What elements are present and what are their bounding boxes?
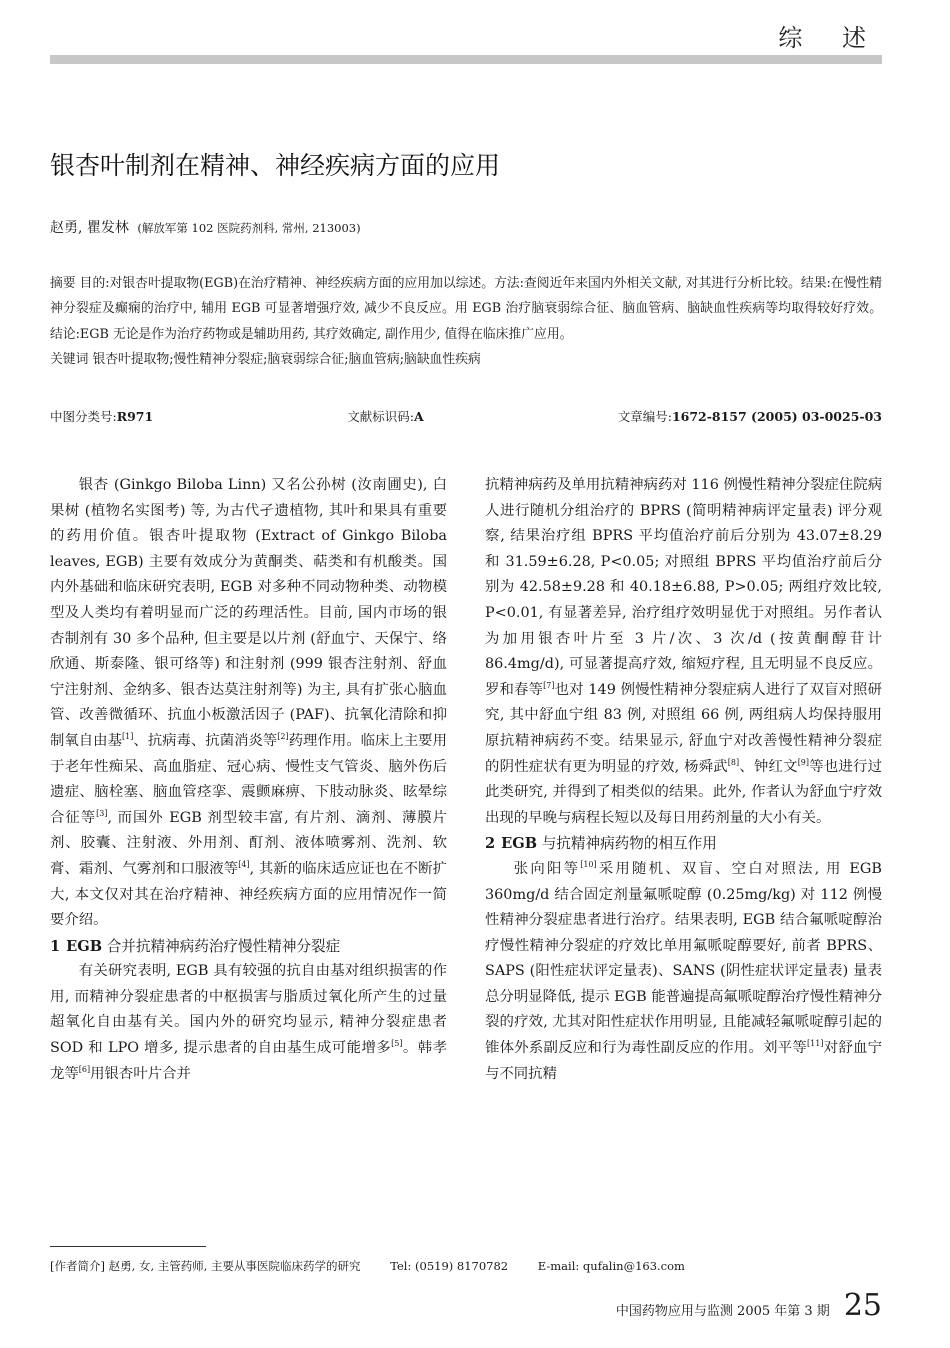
classification-line <box>50 407 882 425</box>
author-phone: Tel: (0519) 8170782 <box>390 1259 509 1273</box>
citation: [7] <box>543 680 555 690</box>
author-affiliation: (解放军第 102 医院药剂科, 常州, 213003) <box>137 221 361 235</box>
section-heading-2: 2 EGB 与抗精神病药物的相互作用 <box>485 835 717 853</box>
citation: [10] <box>580 860 597 870</box>
authors <box>50 217 361 237</box>
author-names: 赵勇, 瞿发林 <box>50 220 129 236</box>
abstract <box>50 271 882 373</box>
article-number: 文章编号:1672-8157 (2005) 03-0025-03 <box>617 409 882 424</box>
page-number: 25 <box>843 1288 882 1323</box>
author-footnote <box>50 1258 890 1274</box>
citation: [8] <box>727 757 740 767</box>
footnote-rule <box>50 1246 206 1247</box>
citation: [3] <box>96 808 108 818</box>
intro-paragraph: 银杏 (Ginkgo Biloba Linn) 又名公孙树 (汝南圃史), 白果树 (植物名实图考) 等, 为古代孑遗植物, 其叶和果具有重要的药用价值。银杏叶提取物 (Extract of Ginkgo Biloba leaves, EGB) 主要有效成分为黄酮类、萜类和有机酸类。国内外基础和临床研究表明, EGB 对多种不同动物种类、动物模型及人类均有着明显而广泛的药理活性。目前, 国内市场的银杏制剂有 30 多个品种, 但主要是以片剂 (舒血宁、天保宁、络欣通、斯泰隆、银可络等) 和注射剂 (999 银杏注射剂、舒血宁注射剂、金纳多、银杏达莫注射剂等) 为主, 具有扩张心脑血管、改善微循环、抗血小板激活因子 (PAF)、抗氧化清除和抑制氧自由基[1]、抗病毒、抗菌消炎等[2]药理作用。临床上主要用于老年性痴呆、高血脂症、冠心病、慢性支气管炎、脑外伤后遗症、脑栓塞、脑血管痉挛、震颤麻痹、下肢动脉炎、眩晕综合征等[3], 而国外 EGB 剂型较丰富, 有片剂、滴剂、薄膜片剂、胶囊、注射液、外用剂、酊剂、液体喷雾剂、洗剂、软膏、霜剂、气雾剂和口服液等[4], 其新的临床适应证也在不断扩大, 本文仅对其在治疗精神、神经疾病方面的应用情况作一简要介绍。 <box>50 477 447 929</box>
citation: [11] <box>807 1039 824 1049</box>
section1-continued-paragraph: 抗精神病药及单用抗精神病药对 116 例慢性精神分裂症住院病人进行随机分组治疗的 BPRS (简明精神病评定量表) 评分观察, 结果治疗组 BPRS 平均值治疗前后分别为 43.07±8.29 和 31.59±6.28, P<0.05; 对照组 BPRS 平均值治疗前后分别为 42.58±9.28 和 40.18±6.88, P>0.05; 两组疗效比较, P<0.01, 有显著差异, 治疗组疗效明显优于对照组。另作者认为加用银杏叶片至 3 片/次、3 次/d (按黄酮醇苷计 86.4mg/d), 可显著提高疗效, 缩短疗程, 且无明显不良反应。罗和春等[7]也对 149 例慢性精神分裂症病人进行了双盲对照研究, 其中舒血宁组 83 例, 对照组 66 例, 两组病人均保持服用原抗精神病药不变。结果显示, 舒血宁对改善慢性精神分裂症的阴性症状有更为明显的疗效, 杨舜武[8]、钟红文[9]等也进行过此类研究, 并得到了相类似的结果。此外, 作者认为舒血宁疗效出现的早晚与病程长短以及每日用药剂量的大小有关。 <box>485 477 882 826</box>
citation: [4] <box>238 860 250 870</box>
article-title: 银杏叶制剂在精神、神经疾病方面的应用 <box>50 151 501 180</box>
section1-paragraph: 有关研究表明, EGB 具有较强的抗自由基对组织损害的作用, 而精神分裂症患者的中枢损害与脂质过氧化所产生的过量超氧化自由基有关。国内外的研究均显示, 精神分裂症患者 SOD 和 LPO 增多, 提示患者的自由基生成可能增多[5]。韩孝龙等[6]用银杏叶片合并 <box>50 963 447 1082</box>
citation: [1] <box>121 732 134 742</box>
citation: [5] <box>391 1039 403 1049</box>
left-column <box>50 473 447 1087</box>
section2-paragraph: 张向阳等[10]采用随机、双盲、空白对照法, 用 EGB 360mg/d 结合固定剂量氟哌啶醇 (0.25mg/kg) 对 112 例慢性精神分裂症患者进行治疗。结果表明, EGB 结合氟哌啶醇治疗慢性精神分裂症的疗效比单用氟哌啶醇要好, 前者 BPRS、SAPS (阳性症状评定量表)、SANS (阴性症状评定量表) 量表总分明显降低, 提示 EGB 能普遍提高氟哌啶醇治疗慢性精神分裂的疗效, 尤其对阳性症状作用明显, 且能减轻氟哌啶醇引起的锥体外系副反应和行为毒性副反应的作用。刘平等[11]对舒血宁与不同抗精 <box>485 860 882 1082</box>
citation: [6] <box>78 1064 91 1074</box>
page-footer <box>616 1288 882 1323</box>
document-code: 文献标识码:A <box>347 409 424 424</box>
right-column <box>485 473 882 1087</box>
section-label: 综 述 <box>778 24 882 52</box>
journal-issue: 中国药物应用与监测 2005 年第 3 期 <box>615 1304 830 1319</box>
author-email: E-mail: qufalin@163.com <box>537 1259 685 1273</box>
citation: [9] <box>797 757 810 767</box>
section-heading-1: 1 EGB 合并抗精神病药治疗慢性精神分裂症 <box>50 937 341 955</box>
author-bio: [作者简介] 赵勇, 女, 主管药师, 主要从事医院临床药学的研究 <box>50 1259 361 1273</box>
citation: [2] <box>277 732 289 742</box>
abstract-text: 摘要 目的:对银杏叶提取物(EGB)在治疗精神、神经疾病方面的应用加以综述。方法:查阅近年来国内外相关文献, 对其进行分析比较。结果:在慢性精神分裂症及癫痫的治疗中, 辅用 EGB 可显著增强疗效, 减少不良反应。用 EGB 治疗脑衰弱综合征、脑血管病、脑缺血性疾病等均取得较好疗效。结论:EGB 无论是作为治疗药物或是辅助用药, 其疗效确定, 副作用少, 值得在临床推广应用。 <box>50 276 882 342</box>
keywords: 关键词 银杏叶提取物;慢性精神分裂症;脑衰弱综合征;脑血管病;脑缺血性疾病 <box>50 352 481 368</box>
clc-number: 中图分类号:R971 <box>50 409 154 424</box>
header-rule <box>50 55 882 64</box>
